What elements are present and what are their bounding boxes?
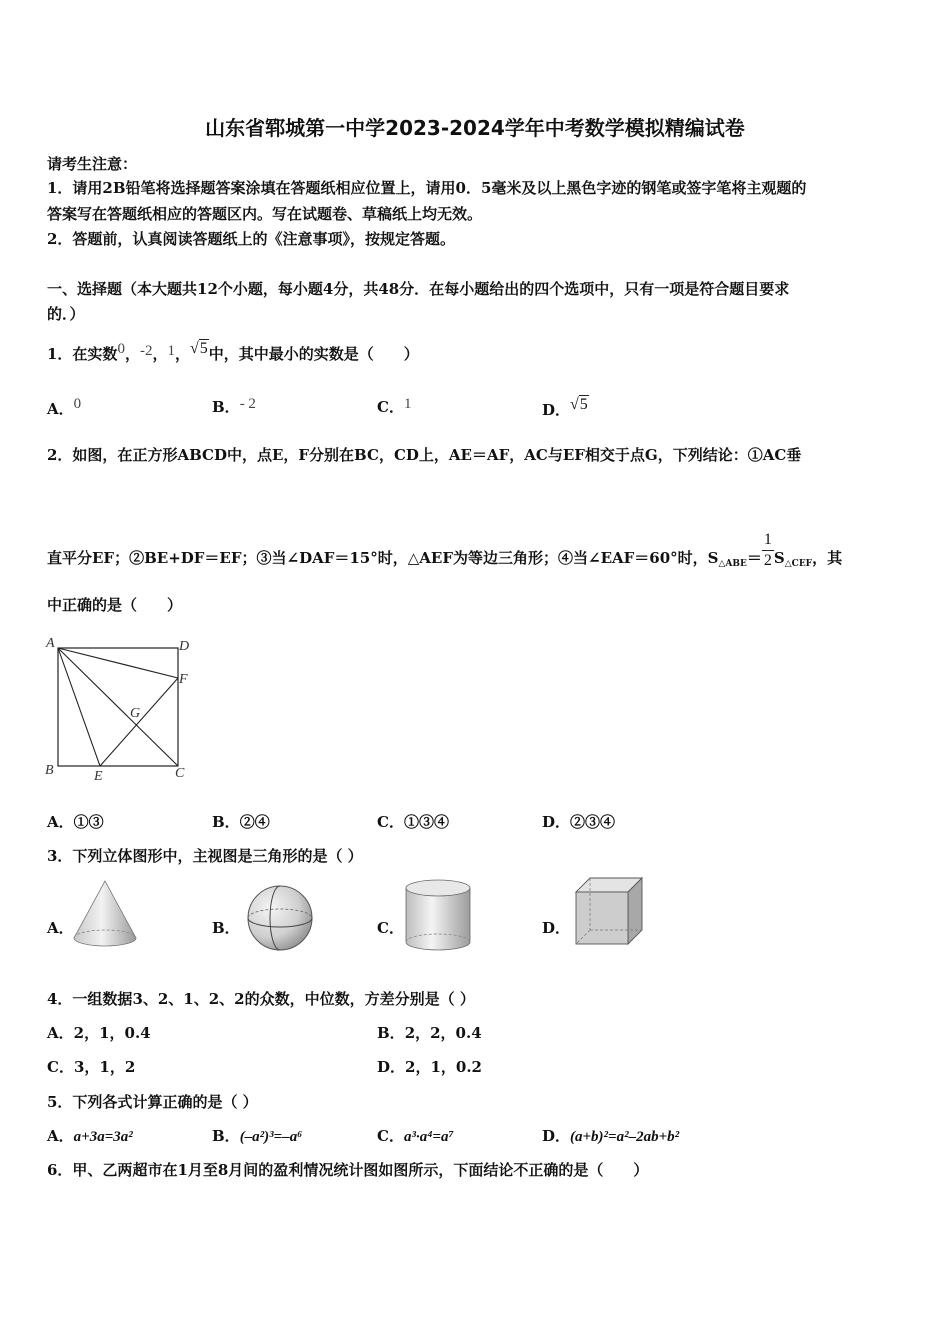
q1-option-b[interactable]: B．- 2 [212,396,256,416]
q4-option-b[interactable]: B．2，2，0.4 [377,1024,482,1042]
cube-icon[interactable] [572,874,646,948]
notice-line-1b: 答案写在答题纸相应的答题区内。写在试题卷、草稿纸上均无效。 [47,205,483,223]
q3-stem: 3．下列立体图形中，主视图是三角形的是（ ） [47,847,363,865]
q3-option-a-label[interactable]: A． [47,919,74,937]
q2-option-a[interactable]: A．①③ [47,813,104,831]
sphere-icon[interactable] [244,882,316,954]
section-heading-line-1: 一、选择题（本大题共12个小题，每小题4分，共48分．在每小题给出的四个选项中，只有一项是符合题目要求 [47,280,790,298]
q2-line-1: 2．如图，在正方形ABCD中，点E，F分别在BC，CD上，AE＝AF，AC与EF相交于点G，下列结论：①AC垂 [47,446,802,464]
q2-option-c[interactable]: C．①③④ [377,813,449,831]
label-f: F [179,672,188,687]
label-d: D [179,639,190,654]
cylinder-icon[interactable] [402,878,474,954]
q2-fraction: $\frac{1}{2}$ [763,531,772,569]
q4-stem: 4．一组数据3、2、1、2、2的众数，中位数，方差分别是（ ） [47,990,475,1008]
q1-option-d[interactable]: D．√5 [542,396,588,419]
q2-option-d[interactable]: D．②③④ [542,813,616,831]
notice-line-1a: 1．请用2B铅笔将选择题答案涂填在答题纸相应位置上，请用0．5毫米及以上黑色字迹的钢笔或签字笔将主观题的 [47,179,807,197]
q5-stem: 5．下列各式计算正确的是（ ） [47,1093,258,1111]
q3-option-b-label[interactable]: B． [212,919,240,937]
q2-square-figure [40,630,200,782]
q5-option-c[interactable]: C．a³·a⁴=a⁷ [377,1127,454,1145]
q2-line-2: 直平分EF；②BE+DF＝EF；③当∠DAF＝15°时，△AEF为等边三角形；④当∠EAF＝60°时，$S_{\triangle ABE}=$ $\frac{1}{2}$ $S_{\triangle CEF}$，其 [47,531,843,569]
q6-stem: 6．甲、乙两超市在1月至8月间的盈利情况统计图如图所示，下面结论不正确的是（ ） [47,1161,649,1179]
q3-option-d-label[interactable]: D． [542,919,571,937]
q5-option-a[interactable]: A．a+3a=3a² [47,1127,133,1145]
q1-stem [47,340,419,364]
q1-sqrt5: √5 [189,340,208,357]
label-b: B [45,763,54,778]
q1-prefix: 1．在实数 [47,345,118,363]
q2-option-b[interactable]: B．②④ [212,813,270,831]
q5-option-d[interactable]: D．(a+b)²=a²–2ab+b² [542,1127,680,1145]
q1-option-a[interactable]: A．0 [47,396,82,418]
q1-option-c[interactable]: C．1 [377,396,412,416]
q1-number-1: 1 [167,343,175,359]
q3-option-c-label[interactable]: C． [377,919,404,937]
q1-sep: ， [152,345,168,363]
label-g: G [130,706,141,721]
label-a: A [46,636,55,651]
section-heading-line-2: 的．） [47,305,85,323]
label-e: E [94,769,103,782]
q2-line-3: 中正确的是（ ） [47,596,183,614]
q4-option-c[interactable]: C．3，1，2 [47,1058,136,1076]
q4-option-a[interactable]: A．2，1，0.4 [47,1024,151,1042]
q1-sep: ， [124,345,140,363]
notice-heading: 请考生注意： [47,155,138,173]
q4-option-d[interactable]: D．2，1，0.2 [377,1058,482,1076]
q5-option-b[interactable]: B．(–a²)³=–a⁶ [212,1127,303,1145]
q1-suffix: 中，其中最小的实数是（ ） [208,345,419,363]
q1-number-neg2: -2 [139,343,153,359]
page-title: 山东省郓城第一中学2023-2024学年中考数学模拟精编试卷 [205,116,745,140]
cone-icon[interactable] [70,878,140,950]
q1-number-0: 0 [117,341,125,357]
label-c: C [175,766,185,781]
q1-sep: ， [174,345,190,363]
notice-line-2: 2．答题前，认真阅读答题纸上的《注意事项》，按规定答题。 [47,230,455,248]
